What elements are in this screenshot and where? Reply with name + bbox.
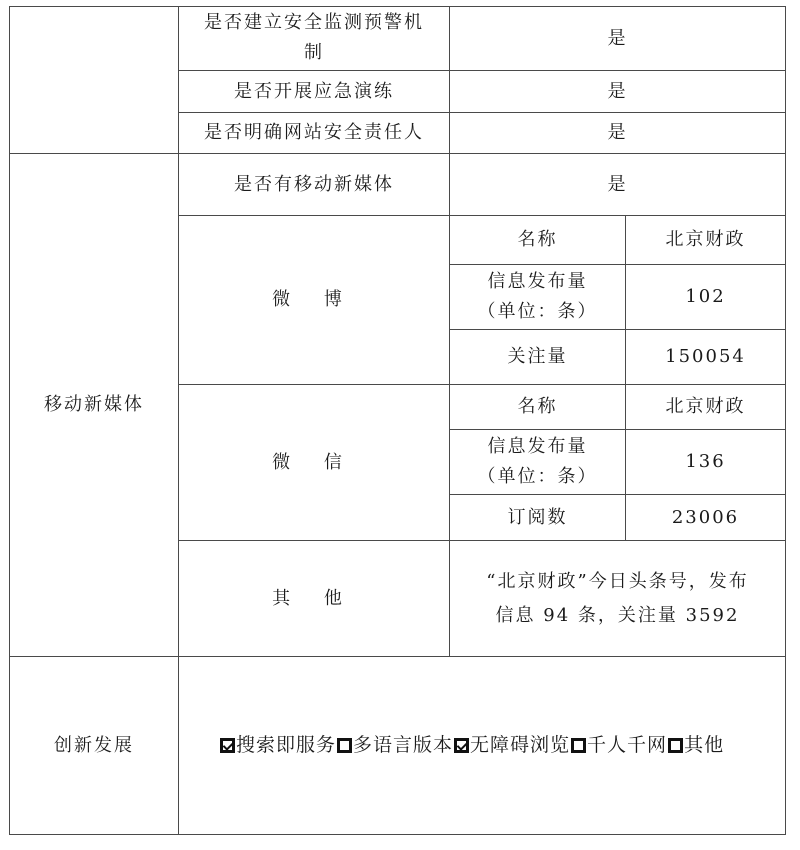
cell-label: [450, 265, 626, 330]
row-value: 是: [450, 113, 786, 154]
weibo-label-text: 微 博: [272, 289, 356, 310]
other-label-text: 其 他: [272, 587, 356, 609]
cell-label: 名称: [450, 385, 626, 430]
checkbox-checked-icon[interactable]: [220, 738, 235, 753]
row-value: 是: [450, 154, 786, 216]
weibo-label: [179, 216, 450, 385]
table-row: [10, 657, 786, 835]
cell-label: 订阅数: [450, 495, 626, 541]
innovation-options: [179, 657, 786, 835]
row-label: 是否开展应急演练: [179, 71, 450, 113]
posts-label-line2: （单位：条）: [477, 466, 598, 487]
other-label: [179, 541, 450, 657]
row-label: [179, 7, 450, 71]
checkbox-checked-icon[interactable]: [454, 738, 469, 753]
option-label: 搜索即服务: [236, 734, 337, 756]
option-label: 多语言版本: [353, 734, 454, 756]
mobile-media-section-label: 移动新媒体: [10, 154, 179, 657]
other-line2: 信息 94 条，关注量 3592: [495, 604, 740, 626]
cell-value: 北京财政: [626, 216, 786, 265]
table-row: [10, 7, 786, 71]
cell-value: 136: [626, 430, 786, 495]
other-line1: “北京财政”今日头条号，发布: [486, 570, 749, 592]
cell-label: 名称: [450, 216, 626, 265]
row-label: 是否明确网站安全责任人: [179, 113, 450, 154]
checkbox-unchecked-icon[interactable]: [571, 738, 586, 753]
website-report-table: [9, 6, 786, 835]
posts-label-line2: （单位：条）: [477, 301, 598, 322]
row-value: 是: [450, 71, 786, 113]
option-label: 千人千网: [587, 734, 668, 756]
label-text: 是否建立安全监测预警机制: [204, 11, 424, 63]
posts-label-line1: 信息发布量: [487, 271, 588, 292]
cell-value: 102: [626, 265, 786, 330]
cell-value: 北京财政: [626, 385, 786, 430]
option-label: 其他: [684, 734, 725, 756]
table-row: [10, 154, 786, 216]
option-label: 无障碍浏览: [470, 734, 571, 756]
cell-value: 23006: [626, 495, 786, 541]
innovation-option-list: [219, 734, 724, 756]
posts-label-line1: 信息发布量: [487, 436, 588, 457]
row-value: 是: [450, 7, 786, 71]
checkbox-unchecked-icon[interactable]: [337, 738, 352, 753]
cell-label: 关注量: [450, 330, 626, 385]
checkbox-unchecked-icon[interactable]: [668, 738, 683, 753]
innovation-section-label: 创新发展: [10, 657, 179, 835]
wechat-label-text: 微 信: [272, 451, 356, 473]
wechat-label: [179, 385, 450, 541]
row-label: 是否有移动新媒体: [179, 154, 450, 216]
other-value: [450, 541, 786, 657]
cell-value: 150054: [626, 330, 786, 385]
security-section-label: [10, 7, 179, 154]
cell-label: [450, 430, 626, 495]
